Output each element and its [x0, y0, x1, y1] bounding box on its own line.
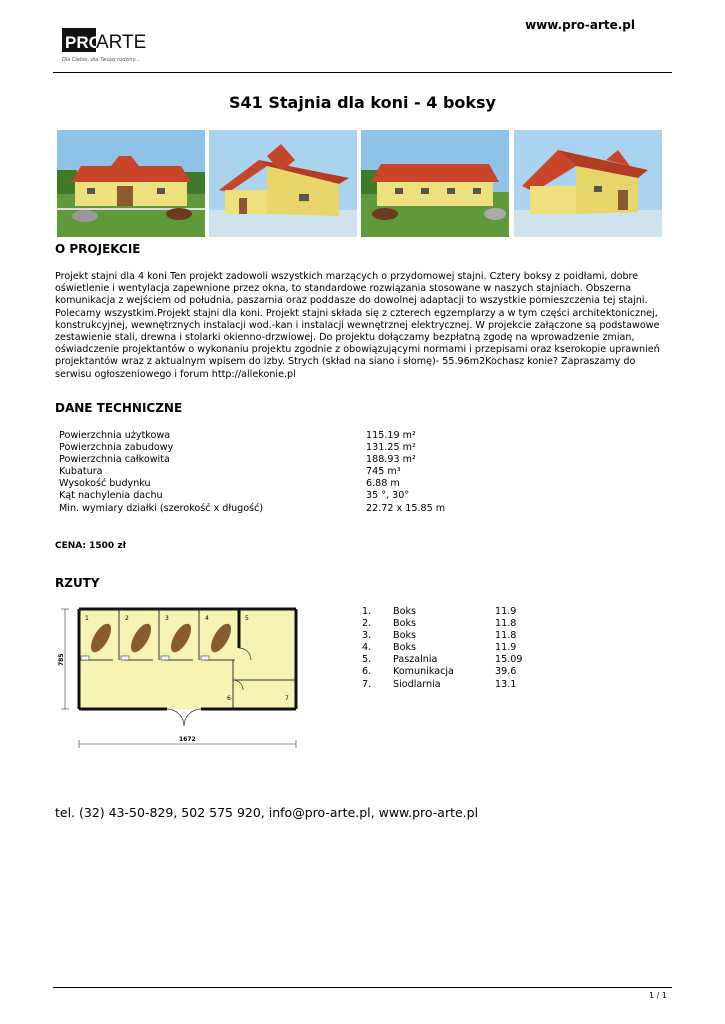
- room-row: 2. Boks 11.8: [362, 618, 517, 630]
- floor-plan: [55, 600, 305, 750]
- logo-pro: PRO: [65, 33, 102, 52]
- page-number: 1 / 1: [649, 991, 667, 1000]
- header-rule: [53, 72, 672, 73]
- room-number: 6: [227, 695, 231, 702]
- room-row: 6. Komunikacja 39.6: [362, 666, 517, 678]
- tagline: Dla Ciebie, dla Twojej rodziny...: [62, 57, 140, 63]
- room-row: 7. Siodlarnia 13.1: [362, 678, 517, 690]
- room-row: 3. Boks 11.8: [362, 630, 517, 642]
- tech-row: Powierzchnia zabudowy 131.25 m²: [59, 442, 416, 454]
- site-url[interactable]: www.pro-arte.pl: [525, 18, 635, 32]
- tech-row: Min. wymiary działki (szerokość x długość) 22.72 x 15.85 m: [59, 502, 446, 514]
- room-number: 3: [165, 615, 169, 622]
- page-title: S41 Stajnia dla koni - 4 boksy: [229, 93, 496, 112]
- tech-row: Kąt nachylenia dachu 35 °, 30°: [59, 490, 410, 502]
- dim-height: 785: [58, 653, 65, 666]
- logo-arte: ARTE: [96, 32, 146, 53]
- room-row: 5. Paszalnia 15.09: [362, 654, 523, 666]
- tech-row: Powierzchnia całkowita 188.93 m²: [59, 454, 416, 466]
- room-row: 4. Boks 11.9: [362, 642, 517, 654]
- room-number: 7: [285, 695, 289, 702]
- price: CENA: 1500 zł: [55, 541, 126, 551]
- render-photo-back: [361, 130, 509, 237]
- room-number: 2: [125, 615, 129, 622]
- render-photo-front: [57, 130, 205, 237]
- tech-table: [59, 430, 479, 515]
- footer-rule: [53, 987, 672, 988]
- room-number: 1: [85, 615, 89, 622]
- render-photo-side: [209, 130, 357, 237]
- room-number: 4: [205, 615, 209, 622]
- rooms-list: [362, 606, 562, 691]
- about-heading: O PROJEKCIE: [55, 242, 141, 256]
- tech-row: Wysokość budynku 6.88 m: [59, 478, 400, 490]
- about-text: Projekt stajni dla 4 koni Ten projekt zadowoli wszystkich marzących o przydomowej stajni. Cztery boksy z poidłami, dobre oświetlenie i wentylacja zapewnione przez okna, to standardowe rozwiązania stosowane w naszych stajniach. Obszerna komunikacja z wejściem od południa, paszarnia oraz poddasze do dowolnej adaptacji to wszystkie pomieszczenia tej stajni. Polecamy wszystkim.Projekt stajni dla koni. Projekt stajni składa się z czterech egzemplarzy a w tym części architektonicznej, konstrukcyjnej, wewnętrznych instalacji wod.-kan i instalacji wewnętrznej elektrycznej. W projekcie załączone są podstawowe zestawienie stali, drewna i stolarki okienno-drzwiowej. Do projektu dołączamy bezpłatną zgodę na wprowadzenie zmian, oświadczenie projektantów o wykonaniu projektu zgodnie z obowiązującymi normami i przepisami oraz kserokopie uprawnień projektantów wraz z aktualnym wpisem do izby. Strych (skład na siano i słomę)- 55.96m2Kochasz konie? Zapraszamy do serwisu ogłoszeniowego i forum http://allekonie.pl: [55, 271, 660, 380]
- dim-width: 1672: [179, 736, 196, 743]
- contact-line: tel. (32) 43-50-829, 502 575 920, info@pro-arte.pl, www.pro-arte.pl: [55, 805, 479, 820]
- plans-heading: RZUTY: [55, 576, 100, 590]
- render-photo-angle: [514, 130, 662, 237]
- tech-row: Powierzchnia użytkowa 115.19 m²: [59, 430, 416, 441]
- room-row: 1. Boks 11.9: [362, 606, 517, 617]
- tech-row: Kubatura 745 m³: [59, 466, 401, 478]
- tech-heading: DANE TECHNICZNE: [55, 401, 183, 415]
- room-number: 5: [245, 615, 249, 622]
